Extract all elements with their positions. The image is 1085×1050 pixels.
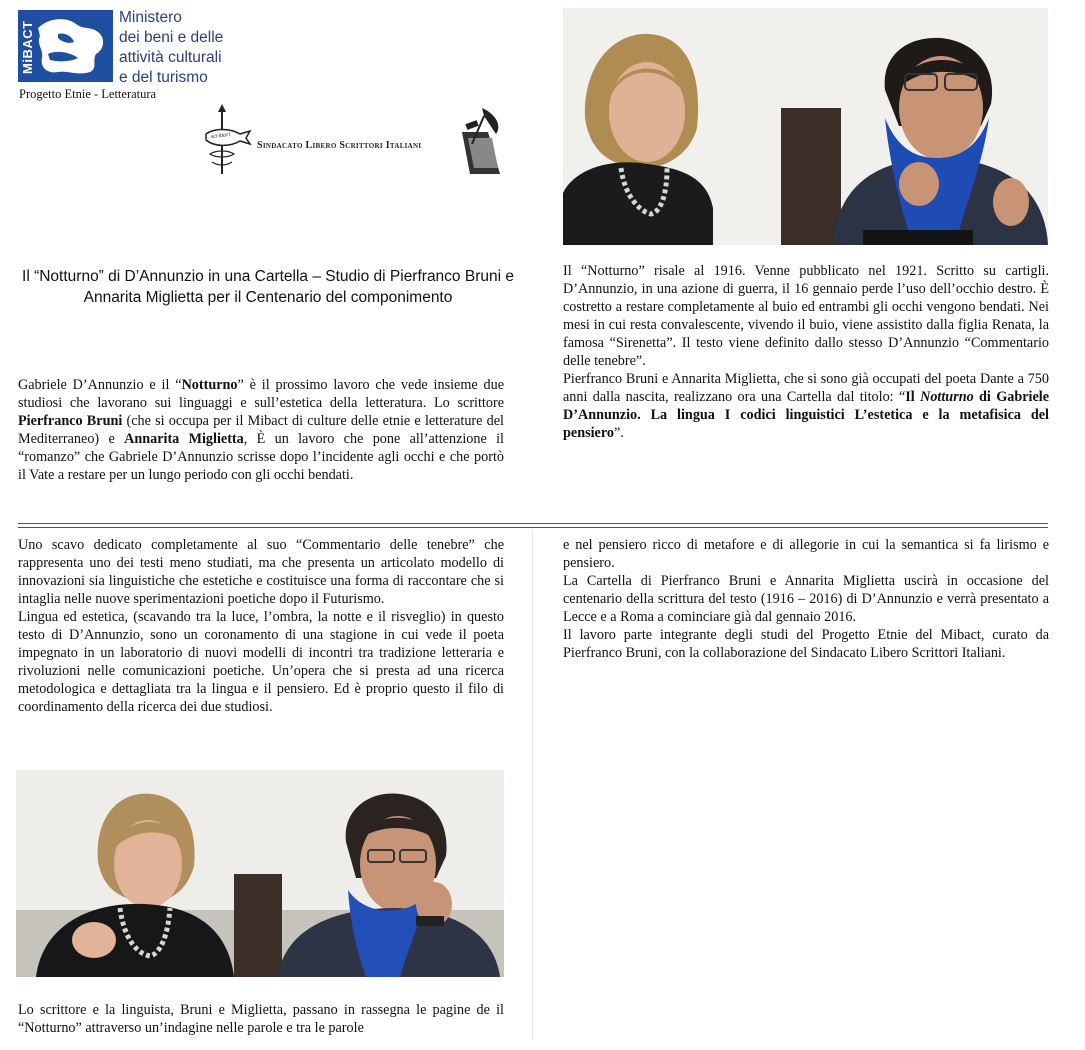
- photo-caption: Lo scrittore e la linguista, Bruni e Miglietta, passano in rassegna le pagine de il “Notturno” attraverso un’indagine nelle parole e tra le parole: [18, 1002, 504, 1036]
- project-label: Progetto Etnie - Letteratura: [19, 87, 157, 101]
- emphasis-text: Pierfranco Bruni: [18, 413, 123, 429]
- right-column-text: [563, 262, 1049, 442]
- centenario-paragraph: La Cartella di Pierfranco Bruni e Annarita Miglietta uscirà in occasione del centenario della scrittura del testo (1916 – 2016) di D’Annunzio e verrà presentato a Lecce e a Roma a cominciare già dal gennaio 2016.: [563, 573, 1049, 625]
- column-separator: [532, 530, 533, 1040]
- intro-paragraph: Gabriele D’Annunzio e il “Notturno” è il prossimo lavoro che vede insieme due studiosi che lavorano sui linguaggi e sull’estetica della letteratura. Lo scrittore Pierfranco Bruni (che si occupa per il Mibact di culture delle etnie e letterature del Mediterraneo) e Annarita Miglietta, È un lavoro che pone all’attenzione il “romanzo” che Gabriele D’Annunzio scrisse dopo l’incidente agli occhi e che portò il Vate a restare per un lungo periodo con gli occhi bendati.: [18, 377, 504, 483]
- photo-authors-talking: [563, 8, 1048, 245]
- emphasis-text: Notturno: [920, 389, 974, 405]
- section-divider: [18, 523, 1048, 528]
- lingua-estetica-paragraph: Lingua ed estetica, (scavando tra la luce, l’ombra, la notte e il risveglio) in questo testo di D’Annunzio, sono un coronamento di una stagione in cui vede il poeta impegnato in un laboratorio di nuovi modelli di incontri tra tradizione letteraria e rivoluzioni nelle comunicazioni poetiche. Un’opera che si presta ad una ricerca metodologica e dettagliata tra la lingua e il pensiero. Ed è proprio questo il filo di coordinamento della ricerca dei due studiosi.: [18, 609, 504, 715]
- union-logo: [200, 104, 505, 180]
- emphasis-text: Il: [905, 389, 921, 405]
- union-banner-text: scrittori: [210, 132, 231, 140]
- mibact-logo-text: MiBACT: [20, 20, 35, 74]
- union-name: Sindacato Libero Scrittori Italiani: [257, 140, 422, 151]
- progetto-etnie-paragraph: Il lavoro parte integrante degli studi del Progetto Etnie del Mibact, curato da Pierfranco Bruni, con la collaborazione del Sindacato Libero Scrittori Italiani.: [563, 627, 1049, 661]
- emphasis-text: Notturno: [181, 377, 238, 393]
- emphasis-text: Annarita Miglietta: [124, 431, 244, 447]
- article-title: Il “Notturno” di D’Annunzio in una Cartella – Studio di Pierfranco Bruni e Annarita Miglietta per il Centenario del componimento: [22, 268, 514, 306]
- notturno-history-paragraph: Il “Notturno” risale al 1916. Venne pubblicato nel 1921. Scritto su cartigli. D’Annunzio, in una azione di guerra, il 16 gennaio perde l’uso dell’occhio destro. È costretto a restare completamente al buio ed entrambi gli occhi vengono bendati. Nei mesi in cui resta convalescente, vivendo il buio, viene assistito dalla figlia Renata, la famosa “Sirenetta”. Il testo viene definito dallo stesso D’Annunzio “Commentario delle tenebre”.: [563, 263, 1049, 369]
- photo-authors-seated: [16, 770, 504, 977]
- metafore-paragraph: e nel pensiero ricco di metafore e di allegorie in cui la semantica si fa lirismo e pensiero.: [563, 537, 1049, 571]
- lower-left-text: [18, 536, 504, 716]
- emphasis-text: di Gabriele D’Annunzio. La lingua I codici linguistici L’estetica e la metafisica del pensiero: [563, 389, 1049, 441]
- ministry-name: Ministero dei beni e delle attività culturali e del turismo: [119, 9, 224, 86]
- lower-right-text: [563, 536, 1049, 662]
- mibact-logo: [18, 10, 113, 82]
- commentario-paragraph: Uno scavo dedicato completamente al suo “Commentario delle tenebre” che rappresenta uno dei testi meno studiati, ma che presenta un articolato modello di innovazioni sia linguistiche che estetiche e costituisce una forma di raccontare che si intaglia nelle nuove sperimentazioni poetiche dopo il Futurismo.: [18, 537, 504, 607]
- cartella-title-paragraph: Pierfranco Bruni e Annarita Miglietta, che si sono già occupati del poeta Dante a 750 anni dalla nascita, realizzano ora una Cartella dal titolo: “Il Notturno di Gabriele D’Annunzio. La lingua I codici linguistici L’estetica e la metafisica del pensiero”.: [563, 371, 1049, 441]
